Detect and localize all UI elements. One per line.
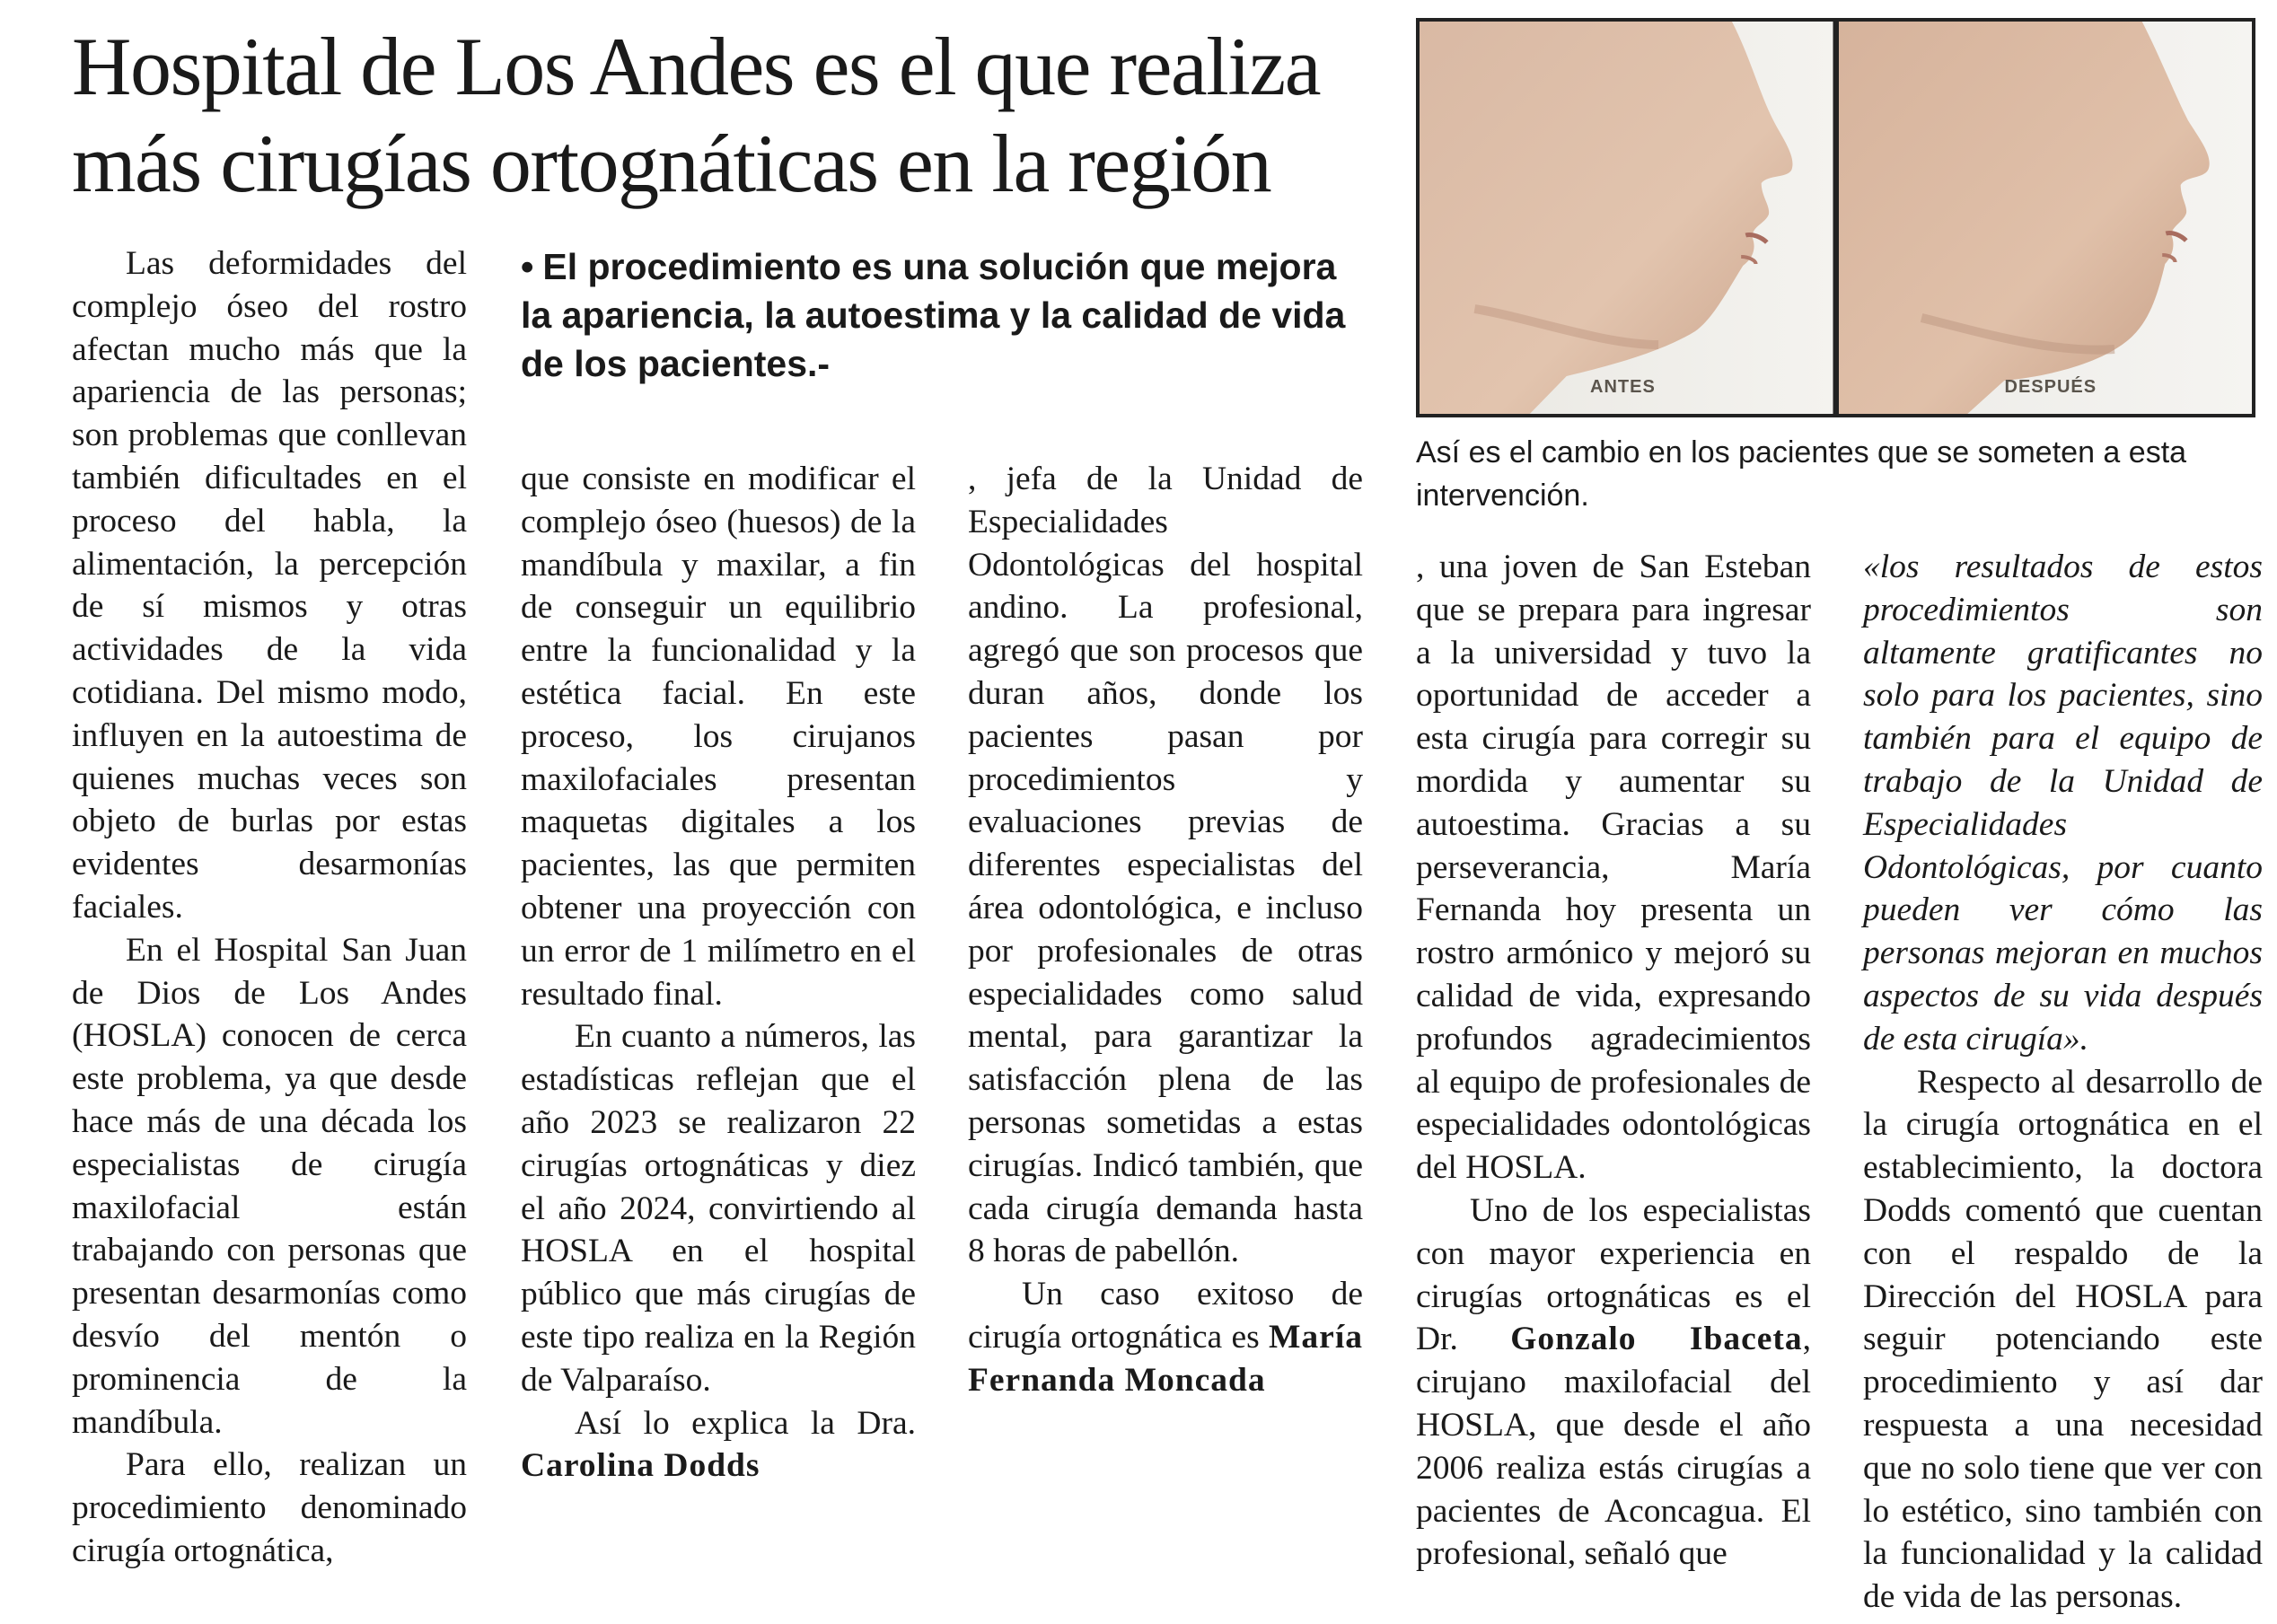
paragraph-7-start bbox=[968, 1273, 1363, 1401]
paragraph-6-start bbox=[521, 1402, 916, 1488]
patient-name: María Fernanda Moncada bbox=[968, 1318, 1363, 1399]
article-column-5 bbox=[1863, 546, 2263, 1619]
paragraph-4: que consiste en modificar el complejo óseo (huesos) de la mandíbula y maxilar, a fin de conseguir un equilibrio entre la funcionalidad y la estética facial. En este proceso, los cirujanos maxilofaciales presentan maquetas digitales a los pacientes, las que permiten obtener una proyección con un error de 1 milímetro en el resultado final. bbox=[521, 461, 916, 1013]
paragraph-3: Para ello, realizan un procedimiento denominado cirugía ortognática, bbox=[72, 1446, 467, 1569]
headline-line-1: Hospital de Los Andes es el que realiza bbox=[72, 21, 1321, 112]
article-column-4 bbox=[1416, 546, 1811, 1576]
paragraph-7-continued: , una joven de San Esteban que se prepara para ingresar a la universidad y tuvo la oportunidad de acceder a esta cirugía para corregir su mordida y aumentar su autoestima. Gracias a su perseverancia, María Fernanda hoy presenta un rostro armónico y mejoró su calidad de vida, expresando profundos agradecimientos al equipo de profesionales de especialidades odontológicas del HOSLA. bbox=[1416, 549, 1811, 1187]
lede-text: El procedimiento es una solución que mejora la apariencia, la autoestima y la calidad de vida de los pacientes.- bbox=[521, 246, 1346, 384]
doctor-name-dodds: Carolina Dodds bbox=[521, 1447, 760, 1485]
paragraph-2: En el Hospital San Juan de Dios de Los Andes (HOSLA) conocen de cerca este problema, ya que desde hace más de una década los especialistas de cirugía maxilofacial están trabajando con personas que presentan desarmonías como desvío del mentón o prominencia de la mandíbula. bbox=[72, 931, 467, 1441]
before-after-photo bbox=[1416, 18, 2255, 417]
article-column-1 bbox=[72, 242, 467, 1573]
article-column-2 bbox=[521, 458, 916, 1488]
paragraph-6-text: Así lo explica la Dra. bbox=[575, 1404, 916, 1442]
face-profile-after-image bbox=[1839, 22, 2253, 414]
article-column-3 bbox=[968, 458, 1363, 1402]
doctor-name-ibaceta: Gonzalo Ibaceta bbox=[1510, 1321, 1803, 1358]
paragraph-6-continued: , jefa de la Unidad de Especialidades Odontológicas del hospital andino. La profesional, agregó que son procesos que duran años, donde los pacientes pasan por procedimientos y evaluaciones previas de diferentes especialistas del área odontológica, e incluso por profesionales de otras especialidades como salud mental, para garantizar la satisfacción plena de las personas sometidas a estas cirugías. Indicó también, que cada cirugía demanda hasta 8 horas de pabellón. bbox=[968, 461, 1363, 1270]
photo-caption: Así es el cambio en los pacientes que se someten a esta intervención. bbox=[1416, 435, 2187, 513]
photo-before bbox=[1420, 22, 1833, 414]
paragraph-1: Las deformidades del complejo óseo del rostro afectan mucho más que la apariencia de las personas; son problemas que conllevan también dificultades en el proceso del habla, la alimentación, la percepción de sí mismos y otras actividades de la vida cotidiana. Del mismo modo, influyen en la autoestima de quienes muchas veces son objeto de burlas por estas evidentes desarmonías faciales. bbox=[72, 245, 467, 926]
after-label: DESPUÉS bbox=[2004, 377, 2097, 397]
headline bbox=[72, 18, 1383, 212]
paragraph-8 bbox=[1416, 1189, 1811, 1576]
quote-text: «los resultados de estos procedimientos son altamente gratificantes no solo para los pacientes, sino también para el equipo de trabajo de la Unidad de Especialidades Odontológicas, por cuanto pueden ver cómo las personas mejoran en muchos aspectos de su vida después de esta cirugía». bbox=[1863, 549, 2263, 1058]
paragraph-8-text-2: , cirujano maxilofacial del HOSLA, que desde el año 2006 realiza estás cirugías a pacientes de Aconcagua. El profesional, señaló que bbox=[1416, 1321, 1811, 1573]
lede bbox=[521, 242, 1365, 388]
lede-bullet: • bbox=[521, 246, 534, 287]
paragraph-7-text: Un caso exitoso de cirugía ortognática es bbox=[968, 1276, 1363, 1356]
face-profile-before-image bbox=[1420, 22, 1833, 414]
quote-ibaceta bbox=[1863, 546, 2263, 1061]
paragraph-5: En cuanto a números, las estadísticas reflejan que el año 2023 se realizaron 22 cirugías ortognáticas y diez el año 2024, convirtiendo al HOSLA en el hospital público que más cirugías de este tipo realiza en la Región de Valparaíso. bbox=[521, 1018, 916, 1399]
headline-line-2: más cirugías ortognáticas en la región bbox=[72, 118, 1271, 209]
photo-after bbox=[1839, 22, 2253, 414]
paragraph-9: Respecto al desarrollo de la cirugía ortognática en el establecimiento, la doctora Dodds comentó que cuentan con el respaldo de la Dirección del HOSLA para seguir potenciando este procedimiento y así dar respuesta a una necesidad que no solo tiene que ver con lo estético, sino también con la funcionalidad y la calidad de vida de las personas. bbox=[1863, 1063, 2263, 1616]
before-label: ANTES bbox=[1590, 377, 1656, 397]
paragraph-8-text: Uno de los especialistas con mayor experiencia en cirugías ortognáticas es el Dr. bbox=[1416, 1191, 1811, 1358]
